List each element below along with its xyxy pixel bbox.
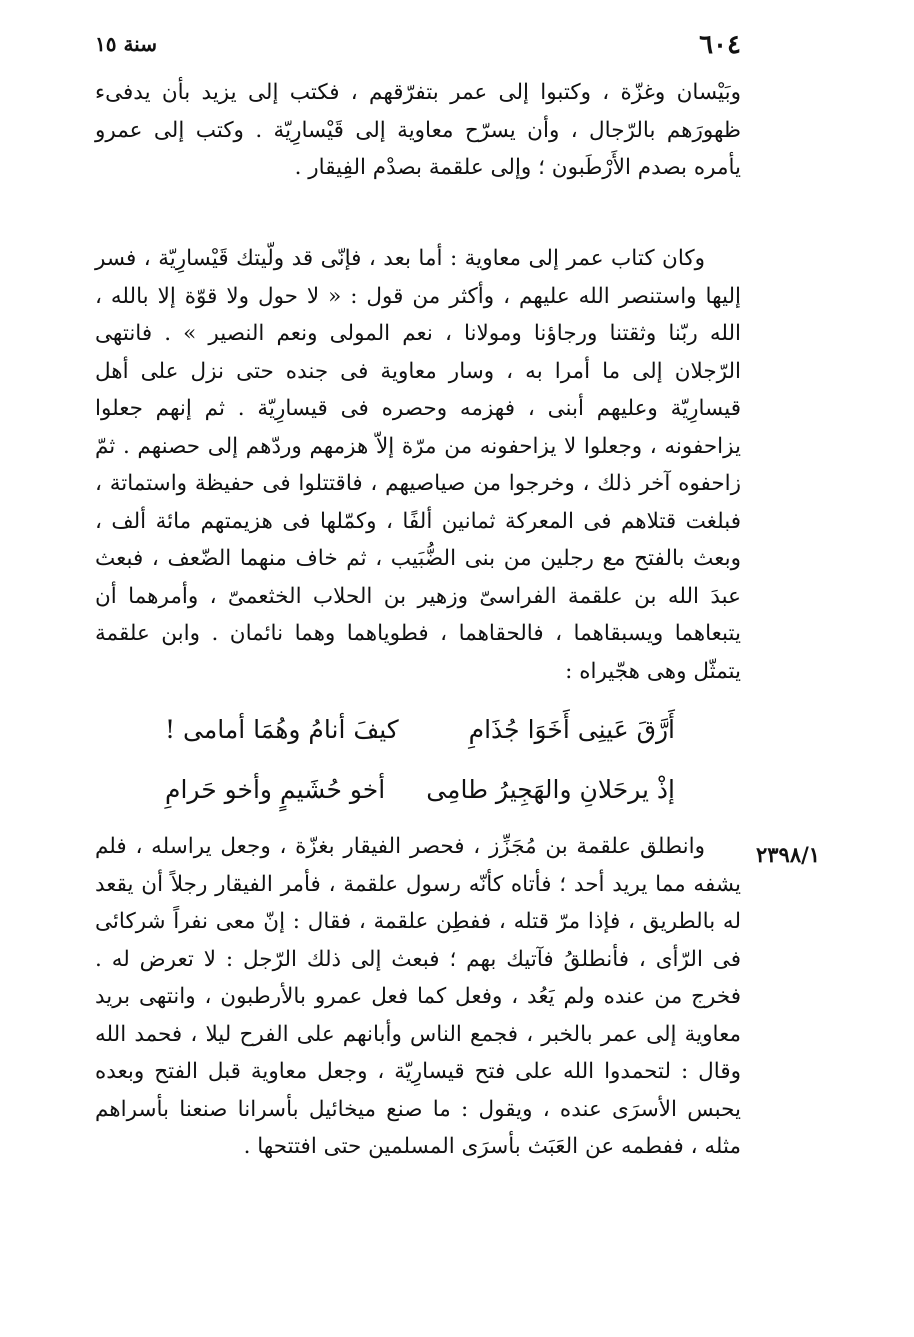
verse-hemistich-first: أَرَّقَ عَينِى أَخَوَا جُذَامِ [468,715,675,744]
paragraph-2 [95,240,741,690]
paragraph-3 [95,828,741,1166]
paragraph-text: وانطلق علقمة بن مُجَزِّز ، فحصر الفيقار بغزّة ، وجعل يراسله ، فلم يشفه مما يريد أحد ؛ فأتاه كأنّه رسول علقمة ، فأمر الفيقار رجلاً أن يقعد له بالطريق ، فإذا مرّ قتله ، ففطِن علقمة ، فقال : إنّ معى نفراً شركائى فى الرّأى ، فأنطلقُ فآتيك بهم ؛ فبعث إلى ذلك الرّجل : لا تعرض له . فخرج من عنده ولم يَعُد ، وفعل كما فعل عمرو بالأرطبون ، وانتهى بريد معاوية إلى عمر بالخبر ، فجمع الناس وأبانهم على الفرح ليلا ، فحمد الله وقال : لتحمدوا الله على فتح قيسارِيّة ، وجعل معاوية قبل الفتح وبعده يحبس الأسرَى عنده ، ويقول : ما صنع ميخائيل بأسرانا صنعنا بأسراهم مثله ، ففطمه عن العَبَث بأسرَى المسلمين حتى افتتحها . [95,834,741,1159]
verse-line-1 [165,700,675,760]
running-head-year: سنة ١٥ [95,32,157,56]
verse-line-2 [165,760,675,820]
paragraph-text: وكان كتاب عمر إلى معاوية : أما بعد ، فإنّى قد ولّيتك قَيْسارِيّة ، فسر إليها واستنصر الله عليهم ، وأكثر من قول : « لا حول ولا قوّة إلا بالله ، الله ربّنا وثقتنا ورجاؤنا ومولانا ، نعم المولى ونعم النصير » . فانتهى الرّجلان إلى ما أمرا به ، وسار معاوية فى جنده حتى نزل على أهل قيسارِيّة وعليهم أبنى ، فهزمه وحصره فى قيسارِيّة . ثم إنهم جعلوا يزاحفونه ، وجعلوا لا يزاحفونه من مرّة إلاّ هزمهم وردّهم إلى حصنهم . ثمّ زاحفوه آخر ذلك ، وخرجوا من صياصيهم ، فاقتتلوا فى حفيظة واستماتة ، فبلغت قتلاهم فى المعركة ثمانين ألفًا ، وكمّلها فى هزيمتهم مائة ألف ، وبعث بالفتح مع رجلين من بنى الضُّبَيب ، ثم خاف منهما الضّعف ، فبعث عبدَ الله بن علقمة الفراسىّ وزهير بن الحلاب الخثعمىّ ، وأمرهما أن يتبعاهما ويسبقاهما ، فالحقاهما ، فطوياهما وهما نائمان . وابن علقمة يتمثّل وهى هجّيراه : [95,246,741,684]
paragraph-text: وبَيْسان وغزّة ، وكتبوا إلى عمر بتفرّقهم ، فكتب إلى يزيد بأن يدفىء ظهورَهم بالرّجال ، وأن يسرّح معاوية إلى قَيْسارِيّة . وكتب إلى عمرو يأمره بصدم الأَرْطَبون ؛ وإلى علقمة بصدْم الفِيقار . [95,80,741,180]
verse-hemistich-first: إذْ يرحَلانِ والهَجِيرُ طامِى [426,775,675,804]
margin-reference-number: ٢٣٩٨/١ [756,842,821,867]
poem-verse [165,700,675,820]
page-number: ٦٠٤ [699,30,741,60]
verse-hemistich-second: أخو حُشَيمٍ وأخو حَرامِ [165,775,386,804]
paragraph-1 [95,74,741,187]
verse-hemistich-second: كيفَ أنامُ وهُمَا أمامى ! [165,715,399,744]
page-header [95,30,741,66]
